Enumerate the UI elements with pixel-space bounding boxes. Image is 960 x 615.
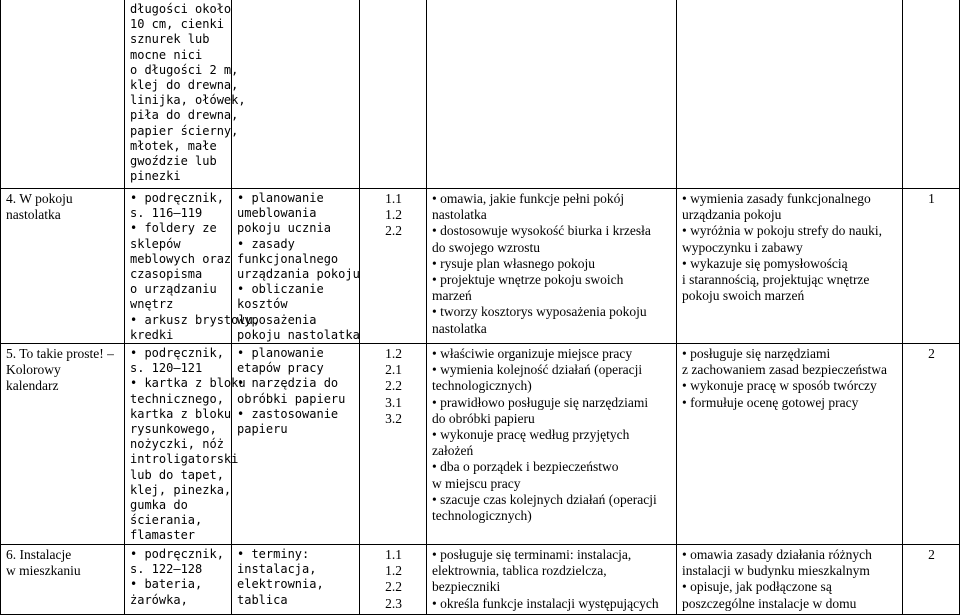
- text-line: • opisuje, jak podłączone są: [682, 579, 832, 595]
- table-row: [1, 545, 960, 615]
- hours-cell: [903, 189, 960, 344]
- text-line: poszczególne instalacje w domu: [682, 595, 857, 611]
- hours-cell: [903, 545, 960, 615]
- text-line: klej, pinezka,: [130, 482, 232, 497]
- text-line: młotek, małe: [130, 138, 217, 153]
- extended-requirements-cell: [677, 344, 903, 545]
- text-line: 3.2: [385, 410, 402, 426]
- text-line: i starannością, projektując wnętrze: [682, 272, 870, 288]
- text-line: • planowanie: [237, 346, 324, 361]
- requirements-cell: [360, 344, 427, 545]
- unit-cell: [1, 0, 125, 189]
- text-line: • rysuje plan własnego pokoju: [432, 255, 595, 271]
- text-line: umeblowania: [237, 206, 317, 221]
- text-line: technicznego,: [130, 391, 224, 406]
- unit-cell: [1, 344, 125, 545]
- requirements-cell: [360, 189, 427, 344]
- text-line: 3.1: [385, 394, 402, 410]
- text-line: technologicznych): [432, 378, 532, 394]
- text-line: • właściwie organizuje miejsce pracy: [432, 346, 633, 362]
- text-line: 2.2: [385, 223, 402, 239]
- text-line: technologicznych): [432, 508, 532, 524]
- text-line: wnętrz: [130, 297, 174, 312]
- hours-value: 1: [928, 191, 935, 206]
- text-line: z zachowaniem zasad bezpieczeństwa: [682, 362, 888, 378]
- text-line: urządzania pokoju: [237, 267, 360, 282]
- text-line: • wykonuje pracę według przyjętych: [432, 427, 630, 443]
- requirements-cell: [360, 0, 427, 189]
- materials-cell: [125, 545, 232, 615]
- text-line: pinezki: [130, 169, 181, 184]
- text-line: • planowanie: [237, 191, 324, 205]
- text-line: linijka, ołówek,: [130, 93, 246, 108]
- text-line: instalacji w budynku mieszkalnym: [682, 563, 870, 579]
- requirements-cell: [360, 545, 427, 615]
- text-line: 1.2: [385, 346, 402, 362]
- text-line: • określa funkcje instalacji występujących: [432, 595, 659, 611]
- text-line: gumka do: [130, 498, 188, 513]
- text-line: • omawia, jakie funkcje pełni pokój: [432, 191, 625, 206]
- text-line: • foldery ze: [130, 221, 217, 236]
- table-row: [1, 344, 960, 545]
- text-line: kartka z bloku: [130, 406, 232, 421]
- text-line: • szacuje czas kolejnych działań (operacji: [432, 491, 657, 507]
- text-line: w miejscu pracy: [432, 475, 521, 491]
- text-line: lub do tapet,: [130, 467, 224, 482]
- text-line: bezpieczniki: [432, 579, 501, 595]
- text-line: • omawia zasady działania różnych: [682, 547, 872, 563]
- basic-requirements-cell: [427, 344, 677, 545]
- table-row: [1, 0, 960, 189]
- text-line: • wymienia kolejność działań (operacji: [432, 362, 643, 378]
- text-line: rysunkowego,: [130, 422, 217, 437]
- text-line: wyposażenia: [237, 312, 317, 327]
- text-line: s. 116–119: [130, 206, 203, 221]
- text-line: 1.1: [385, 191, 402, 206]
- unit-cell: [1, 189, 125, 344]
- text-line: s. 122–128: [130, 562, 203, 577]
- text-line: 1.1: [385, 547, 402, 563]
- text-line: 5. To takie proste! –: [6, 346, 114, 362]
- text-line: • wykazuje się pomysłowością: [682, 255, 848, 271]
- text-line: instalacja,: [237, 562, 317, 577]
- content-cell: [232, 0, 360, 189]
- text-line: gwoździe lub: [130, 154, 217, 169]
- text-line: kalendarz: [6, 378, 59, 394]
- text-line: • formułuje ocenę gotowej pracy: [682, 394, 859, 410]
- text-line: w mieszkaniu: [6, 563, 81, 579]
- hours-value: 2: [928, 346, 935, 362]
- materials-cell: [125, 189, 261, 344]
- text-line: pokoju ucznia: [237, 221, 331, 236]
- hours-cell: [903, 0, 960, 189]
- text-line: tablica: [237, 592, 288, 607]
- text-line: meblowych oraz: [130, 251, 232, 266]
- text-line: 2.3: [385, 595, 402, 611]
- text-line: funkcjonalnego: [237, 251, 339, 266]
- hours-value: 2: [928, 547, 935, 563]
- text-line: piła do drewna,: [130, 108, 239, 123]
- unit-cell: [1, 545, 125, 615]
- text-line: • prawidłowo posługuje się narzędziami: [432, 394, 649, 410]
- text-line: • posługuje się terminami: instalacja,: [432, 547, 632, 563]
- text-line: • tworzy kosztorys wyposażenia pokoju: [432, 304, 647, 320]
- basic-requirements-cell: [427, 545, 677, 615]
- text-line: flamaster: [130, 528, 196, 543]
- text-line: nastolatka: [432, 320, 487, 336]
- text-line: marzeń: [432, 288, 472, 304]
- table-row: [1, 189, 960, 344]
- hours-cell: [903, 344, 960, 545]
- text-line: • kartka z bloku: [130, 376, 246, 391]
- text-line: • dostosowuje wysokość biurka i krzesła: [432, 223, 651, 239]
- text-line: elektrownia, tablica rozdzielcza,: [432, 563, 607, 579]
- extended-requirements-cell: [677, 0, 903, 189]
- materials-cell: [125, 344, 246, 545]
- text-line: kredki: [130, 327, 174, 342]
- text-line: • posługuje się narzędziami: [682, 346, 831, 362]
- text-line: długości około: [130, 2, 232, 16]
- text-line: 4. W pokoju: [6, 191, 73, 206]
- text-line: założeń: [432, 443, 474, 459]
- text-line: s. 120–121: [130, 361, 203, 376]
- text-line: • zasady: [237, 236, 295, 251]
- text-line: 1.2: [385, 207, 402, 223]
- text-line: • podręcznik,: [130, 191, 224, 205]
- text-line: • podręcznik,: [130, 547, 224, 562]
- content-cell: [232, 344, 360, 545]
- text-line: czasopisma: [130, 267, 203, 282]
- text-line: Kolorowy: [6, 362, 61, 378]
- text-line: nastolatka: [6, 207, 61, 223]
- text-line: • narzędzia do: [237, 376, 339, 391]
- text-line: ścierania,: [130, 513, 203, 528]
- extended-requirements-cell: [677, 189, 903, 344]
- text-line: pokoju nastolatka: [237, 327, 360, 342]
- text-line: nastolatka: [432, 207, 487, 223]
- text-line: 2.2: [385, 378, 402, 394]
- text-line: introligatorski: [130, 452, 239, 467]
- text-line: etapów pracy: [237, 361, 324, 376]
- text-line: klej do drewna,: [130, 78, 239, 93]
- content-cell: [232, 189, 360, 344]
- text-line: • wykonuje pracę w sposób twórczy: [682, 378, 877, 394]
- text-line: nożyczki, nóż: [130, 437, 224, 452]
- text-line: o urządzaniu: [130, 282, 217, 297]
- text-line: • wyróżnia w pokoju strefy do nauki,: [682, 223, 883, 239]
- text-line: 6. Instalacje: [6, 547, 72, 563]
- text-line: do swojego wzrostu: [432, 239, 540, 255]
- basic-requirements-cell: [427, 189, 677, 344]
- text-line: o długości 2 m,: [130, 62, 239, 77]
- text-line: urządzania pokoju: [682, 207, 782, 223]
- basic-requirements-cell: [427, 0, 677, 189]
- extended-requirements-cell: [677, 545, 903, 615]
- text-line: • arkusz brystolu,: [130, 312, 261, 327]
- text-line: 1.2: [385, 563, 402, 579]
- text-line: 10 cm, cienki: [130, 17, 224, 32]
- text-line: • terminy:: [237, 547, 310, 562]
- text-line: • obliczanie: [237, 282, 324, 297]
- content-cell: [232, 545, 360, 615]
- text-line: • dba o porządek i bezpieczeństwo: [432, 459, 619, 475]
- text-line: żarówka,: [130, 592, 188, 607]
- text-line: 2.2: [385, 579, 402, 595]
- text-line: kosztów: [237, 297, 288, 312]
- text-line: wypoczynku i zabawy: [682, 239, 803, 255]
- text-line: obróbki papieru: [237, 391, 346, 406]
- text-line: sklepów: [130, 236, 181, 251]
- text-line: • wymienia zasady funkcjonalnego: [682, 191, 871, 206]
- text-line: • bateria,: [130, 577, 203, 592]
- materials-cell: [125, 0, 246, 189]
- text-line: 2.1: [385, 362, 402, 378]
- text-line: papieru: [237, 422, 288, 437]
- text-line: do obróbki papieru: [432, 410, 535, 426]
- text-line: elektrownia,: [237, 577, 324, 592]
- text-line: • podręcznik,: [130, 346, 224, 361]
- text-line: papier ścierny,: [130, 123, 239, 138]
- text-line: sznurek lub: [130, 32, 210, 47]
- text-line: mocne nici: [130, 47, 203, 62]
- text-line: • zastosowanie: [237, 406, 339, 421]
- text-line: pokoju swoich marzeń: [682, 288, 805, 304]
- text-line: • projektuje wnętrze pokoju swoich: [432, 272, 624, 288]
